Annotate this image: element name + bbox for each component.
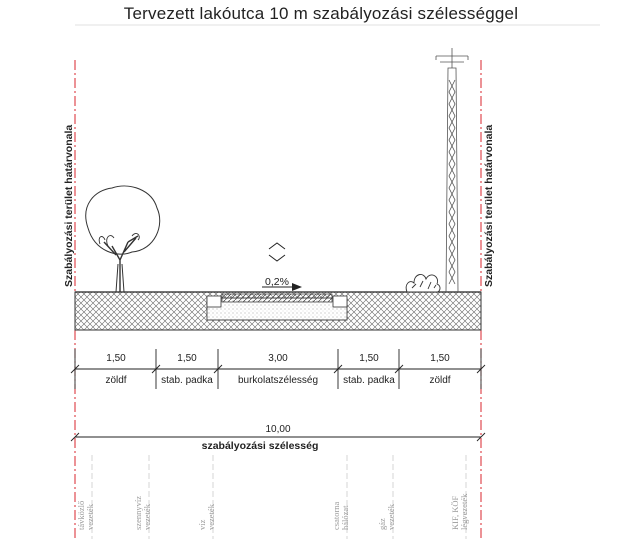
bush-illustration — [406, 274, 440, 292]
pavement-structure — [207, 294, 347, 320]
svg-text:légvezeték: légvezeték — [459, 493, 469, 530]
svg-text:hálózat: hálózat — [340, 505, 350, 530]
right-curb — [333, 296, 347, 307]
segment-name: zöldf — [105, 375, 127, 386]
utility-pole — [436, 48, 468, 292]
segment-name: stab. padka — [161, 375, 213, 386]
segment-width: 1,50 — [430, 353, 450, 364]
slope-label: 0,2% — [265, 276, 289, 288]
total-width-value: 10,00 — [265, 424, 291, 435]
page-title: Tervezett lakóutca 10 m szabályozási szélességgel — [123, 4, 519, 23]
svg-text:szennyvíz: szennyvíz — [133, 496, 143, 530]
segment-width: 1,50 — [177, 353, 197, 364]
segment-width: 3,00 — [268, 353, 288, 364]
camber-symbol — [269, 243, 285, 261]
utility-label — [377, 503, 396, 530]
segment-name: burkolatszélesség — [237, 375, 319, 386]
svg-text:távközlő: távközlő — [76, 500, 86, 530]
svg-text:vezeték: vezeték — [386, 504, 396, 530]
svg-text:vezeték: vezeték — [142, 504, 152, 530]
segment-width: 1,50 — [106, 353, 126, 364]
svg-text:vezeték: vezeték — [85, 504, 95, 530]
total-width-label: szabályozási szélesség — [201, 440, 319, 452]
utility-label — [76, 501, 95, 530]
svg-text:csatorna: csatorna — [331, 501, 341, 530]
utility-label — [331, 501, 350, 530]
left-boundary-label: Szabályozási terület határvonala — [63, 124, 75, 287]
left-curb — [207, 296, 221, 307]
segment-width: 1,50 — [359, 353, 379, 364]
segment-name: zöldf — [429, 375, 451, 386]
tree-illustration — [86, 186, 160, 292]
svg-text:KIF, KÖF: KIF, KÖF — [450, 495, 460, 530]
utility-label — [450, 493, 469, 530]
svg-text:vezeték: vezeték — [206, 504, 216, 530]
svg-text:gáz: gáz — [377, 518, 387, 530]
right-boundary-label: Szabályozási terület határvonala — [483, 124, 495, 287]
utility-label — [197, 503, 216, 530]
segment-name: stab. padka — [343, 375, 395, 386]
svg-text:víz: víz — [197, 519, 207, 530]
